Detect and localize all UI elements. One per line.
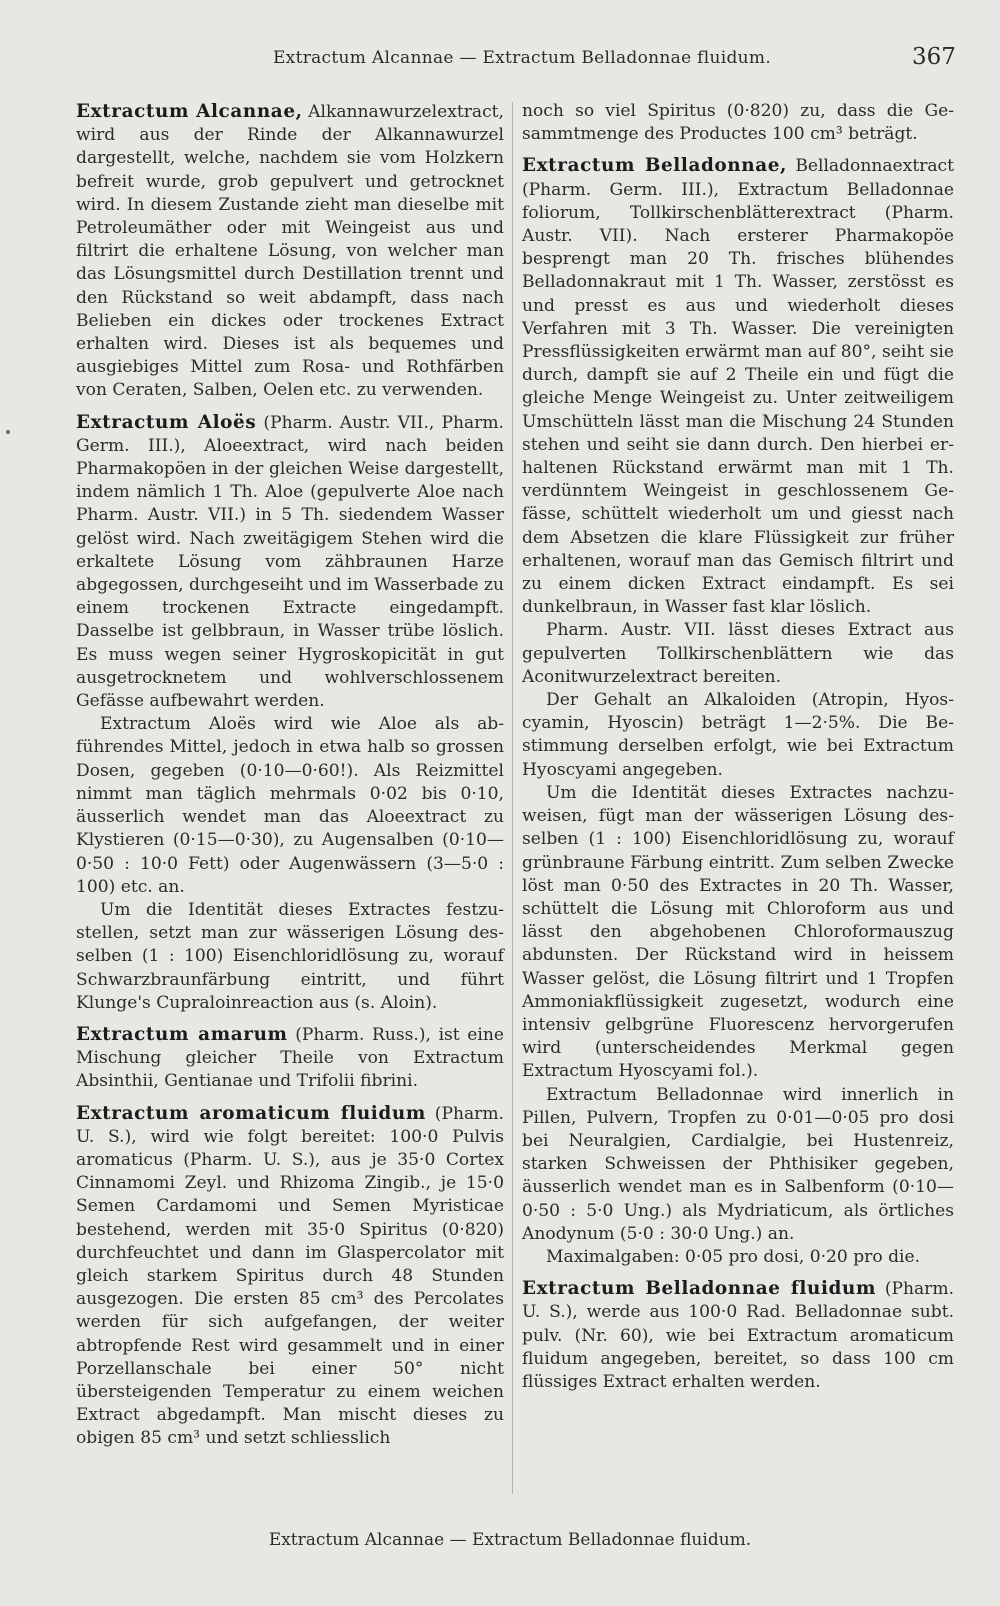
running-head: Extractum Alcannae — Extractum Belladonnae fluidum. (272, 48, 772, 68)
paragraph-text: noch so viel Spiritus (0·820) zu, dass die Gesammtmenge des Productes 100 cm³ beträgt. (522, 101, 954, 145)
paragraph-text: Pharm. Austr. VII. lässt dieses Extract aus gepulverten Tollkirschenblättern wie das Aconitwurzelextract bereiten. (522, 620, 954, 687)
paragraph-text: Extractum Belladonnae wird innerlich in Pillen, Pulvern, Tropfen zu 0·01—0·05 pro dosi bei Neuralgien, Cardialgie, bei Hustenreiz, starken Schweissen der Phthisiker gegeben, äusserlich wendet man es in Salbenform (0·10—0·50 : 5·0 Ung.) als Mydriaticum, als örtliches Anodynum (5·0 : 30·0 Ung.) an. (522, 1084, 954, 1244)
entry-headword: Extractum Aloës (76, 411, 257, 433)
running-foot: Extractum Alcannae — Extractum Belladonnae fluidum. (268, 1530, 752, 1550)
entry-extractum-belladonnae-fluidum (522, 1277, 954, 1394)
paragraph-text: Um die Identität dieses Extractes festzustellen, setzt man zur wässerigen Lösung desselben (1 : 100) Eisenchloridlösung zu, worauf Schwarzbraunfärbung eintritt, und führt Klunge's Cupraloinreaction aus (s. Aloin). (76, 899, 504, 1013)
entry-headword: Extractum aromaticum fluidum (76, 1102, 426, 1124)
paragraph-continuation (522, 100, 954, 146)
paragraph (522, 782, 954, 1084)
entry-extractum-alcannae (76, 100, 504, 403)
paragraph (76, 713, 504, 899)
entry-text: Belladonnaextract (Pharm. Germ. III.), Extractum Belladonnae foliorum, Tollkirschenblätterextract (Pharm. Austr. VII). Nach ersterer Pharmakopöe besprengt man 20 Th. frisches blühendes Belladonnakraut mit 1 Th. Wasser, zerstösst es und presst es aus und wiederholt dieses Verfahren mit 3 Th. Wasser. Die vereinigten Pressflüssigkeiten erwärmt man auf 80°, seiht sie durch, dampft sie auf 2 Theile ein und fügt die gleiche Menge Weingeist zu. Unter zeitweiligem Umschütteln lässt man die Mischung 24 Stunden stehen und seiht sie dann durch. Den hierbei erhaltenen Rückstand erwärmt man mit 1 Th. verdünntem Weingeist in geschlossenem Gefässe, schüttelt wiederholt um und giesst nach dem Absetzen die klare Flüssigkeit zur früher erhaltenen, worauf man das Gemisch filtrirt und zu einem dicken Extract eindampft. Es sei dunkelbraun, in Wasser fast klar löslich. (522, 156, 954, 618)
entry-extractum-amarum (76, 1023, 504, 1094)
entry-text: Alkannawurzelextract, wird aus der Rinde der Alkannawurzel dargestellt, welche, nachdem sie vom Holzkern befreit wurde, grob gepulvert und getrocknet wird. In diesem Zustande zieht man dieselbe mit Petroleumäther oder mit Weingeist aus und filtrirt die erhaltene Lösung, von welcher man das Lösungsmittel durch Destillation trennt und den Rückstand so weit abdampft, dass nach Belieben ein dickes oder trockenes Extract erhalten wird. Dieses ist als bequemes und ausgiebiges Mittel zum Rosa- und Rothfärben von Ceraten, Salben, Oelen etc. zu verwenden. (76, 102, 504, 401)
column-divider (512, 102, 513, 1494)
paragraph (76, 899, 504, 1015)
maximum-doses (522, 1246, 954, 1269)
paragraph (522, 619, 954, 689)
right-column (522, 100, 954, 1394)
left-column (76, 100, 504, 1451)
entry-headword: Extractum Alcannae, (76, 101, 303, 122)
paragraph (522, 689, 954, 782)
paragraph-text: Der Gehalt an Alkaloiden (Atropin, Hyoscyamin, Hyoscin) beträgt 1—2·5%. Die Bestimmung derselben erfolgt, wie bei Extractum Hyoscyami angegeben. (522, 690, 954, 780)
entry-text: (Pharm. Russ.), ist eine Mischung gleicher Theile von Extractum Absinthii, Gentianae und Trifolii fibrini. (76, 1024, 504, 1092)
paragraph-text: Um die Identität dieses Extractes nachzuweisen, fügt man der wässerigen Lösung desselben (1 : 100) Eisenchloridlösung zu, worauf grünbraune Färbung eintritt. Zum selben Zwecke löst man 0·50 des Extractes in 20 Th. Wasser, schüttelt die Lösung mit Chloroform aus und lässt den abgehobenen Chloroformauszug abdunsten. Der Rückstand wird in heissem Wasser gelöst, die Lösung filtrirt und 1 Tropfen Ammoniakflüssigkeit zugesetzt, wodurch eine intensiv gelbgrüne Fluorescenz hervorgerufen wird (unterscheidendes Merkmal gegen Extractum Hyoscyami fol.). (522, 782, 954, 1082)
entry-extractum-aromaticum-fluidum (76, 1102, 504, 1451)
page-number: 367 (912, 44, 956, 70)
entry-headword: Extractum Belladonnae, (522, 155, 788, 177)
entry-extractum-aloes (76, 411, 504, 714)
entry-text: (Pharm. U. S.), wird wie folgt bereitet: 100·0 Pulvis aromaticus (Pharm. U. S.), aus je 35·0 Cortex Cinnamomi Zeyl. und Rhizoma Zingib., je 15·0 Semen Cardamomi und Semen Myristicae bestehend, werden mit 35·0 Spiritus (0·820) durchfeuchtet und dann im Glaspercolator mit gleich starkem Spiritus durch 48 Stunden ausgezogen. Die ersten 85 cm³ des Percolates werden für sich aufgefangen, der weiter abtropfende Rest wird gesammelt und in einer Porzellanschale bei einer 50° nicht übersteigenden Temperatur zu einem weichen Extract abgedampft. Man mischt dieses zu obigen 85 cm³ und setzt schliesslich (76, 1103, 504, 1449)
entry-text: (Pharm. Austr. VII., Pharm. Germ. III.), Aloeextract, wird nach beiden Pharmakopöen in der gleichen Weise dargestellt, indem nämlich 1 Th. Aloe (gepulverte Aloe nach Pharm. Austr. VII.) in 5 Th. siedendem Wasser gelöst wird. Nach zweitägigem Stehen wird die erkaltete Lösung vom zähbraunen Harze abgegossen, durchgeseiht und im Wasserbade zu einem trockenen Extracte eingedampft. Dasselbe ist gelbbraun, in Wasser trübe löslich. Es muss wegen seiner Hygroskopicität in gut ausgetrocknetem und wohlverschlossenem Gefässe aufbewahrt werden. (76, 412, 504, 712)
entry-extractum-belladonnae (522, 154, 954, 619)
entry-headword: Extractum Belladonnae fluidum (522, 1278, 877, 1300)
margin-mark (6, 430, 10, 434)
paragraph-text: Maximalgaben: 0·05 pro dosi, 0·20 pro die. (546, 1246, 921, 1267)
paragraph-text: Extractum Aloës wird wie Aloe als abführendes Mittel, jedoch in etwa halb so grossen Dosen, gegeben (0·10—0·60!). Als Reizmittel nimmt man täglich mehrmals 0·02 bis 0·10, äusserlich wendet man das Aloeextract zu Klystieren (0·15—0·30), zu Augensalben (0·10—0·50 : 10·0 Fett) oder Augenwässern (3—5·0 : 100) etc. an. (76, 714, 504, 897)
entry-text: (Pharm. U. S.), werde aus 100·0 Rad. Belladonnae subt. pulv. (Nr. 60), wie bei Extractum aromaticum fluidum angegeben, bereitet, so dass 100 cm flüssiges Extract erhalten werden. (522, 1279, 954, 1392)
entry-headword: Extractum amarum (76, 1023, 288, 1045)
paragraph (522, 1084, 954, 1246)
